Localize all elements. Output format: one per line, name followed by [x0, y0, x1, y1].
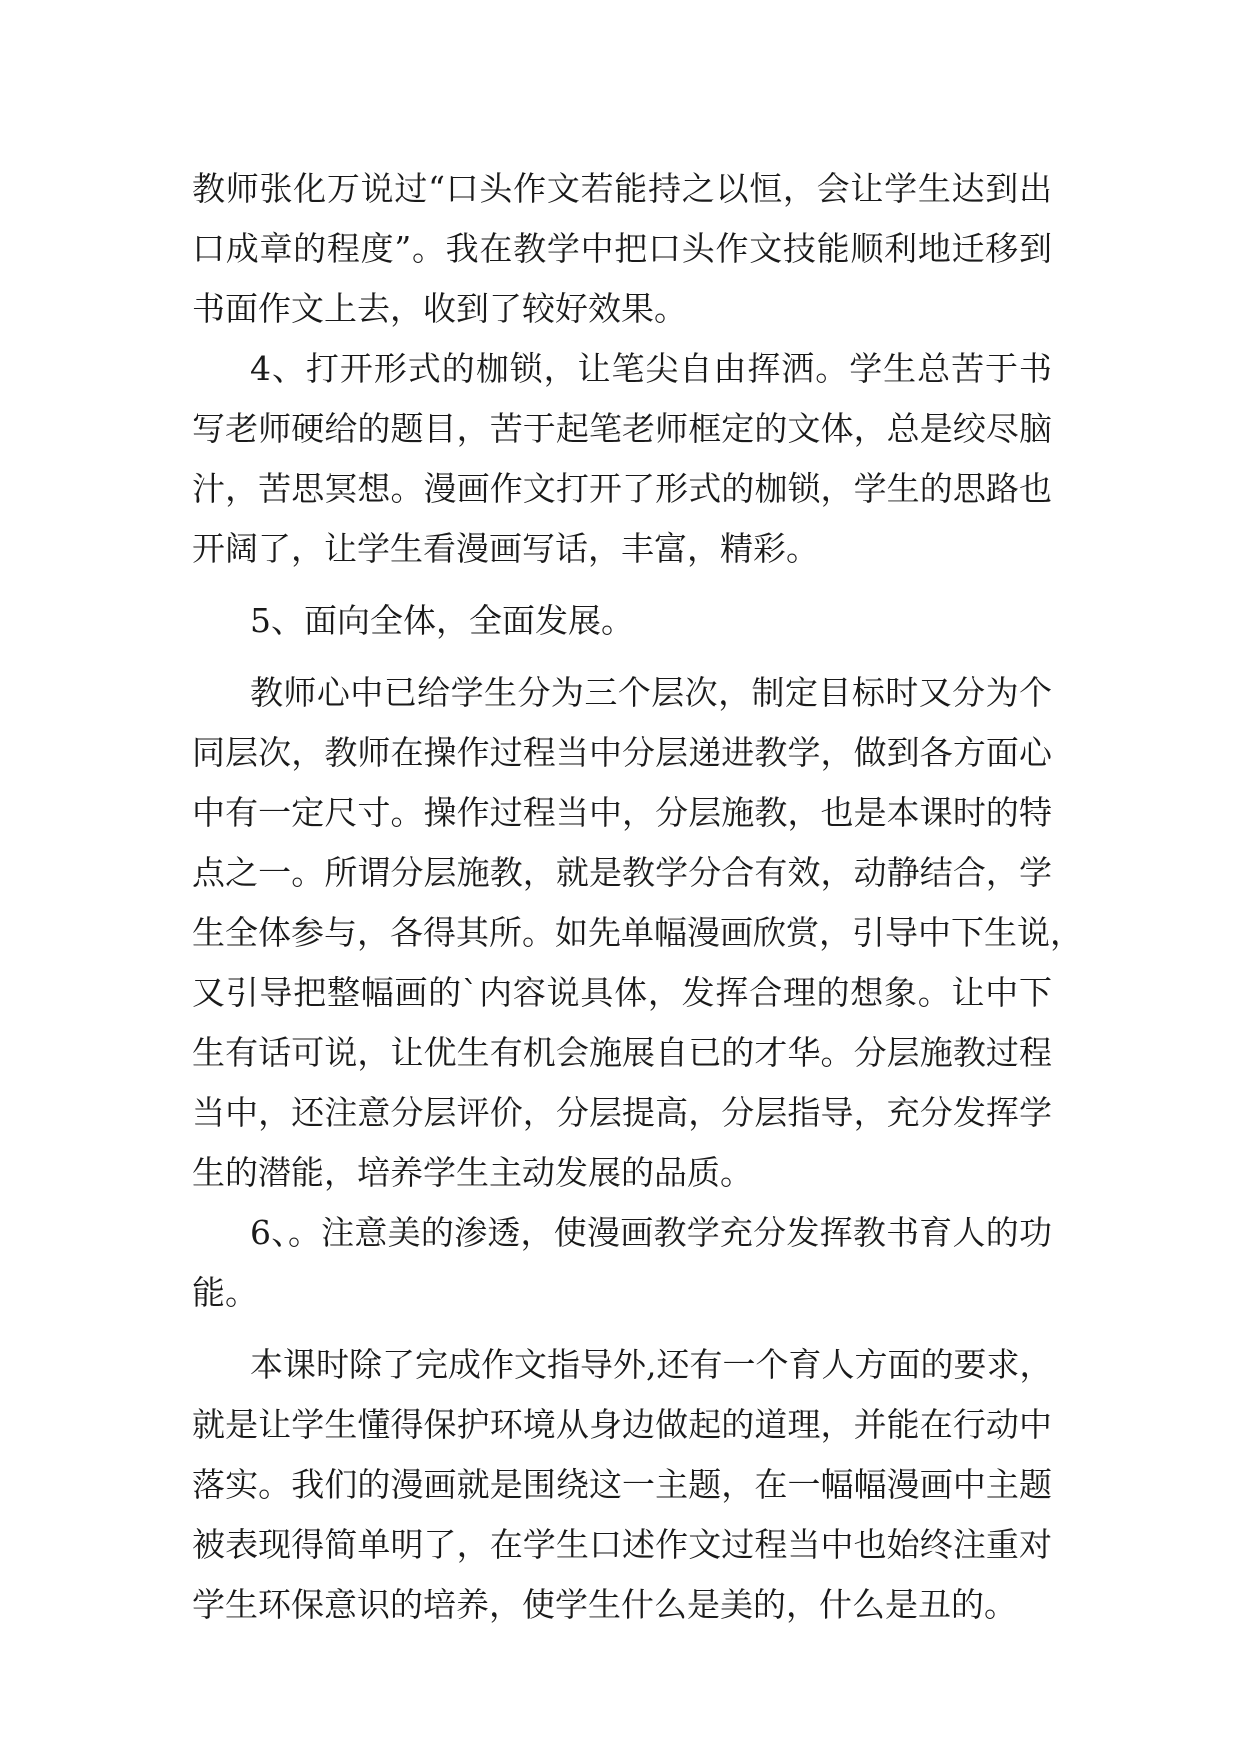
- document-body: [192, 159, 1083, 1635]
- text-line: 中有一定尺寸。操作过程当中，分层施教，也是本课时的特: [192, 793, 1052, 832]
- text-line: 落实。我们的漫画就是围绕这一主题，在一幅幅漫画中主题: [192, 1465, 1052, 1504]
- paragraph-gap: [192, 579, 1052, 591]
- text-line: 同层次，教师在操作过程当中分层递进教学，做到各方面心: [192, 733, 1052, 772]
- text-line: 能。: [192, 1273, 258, 1312]
- text-line: 4、打开形式的枷锁，让笔尖自由挥洒。学生总苦于书: [250, 349, 1052, 388]
- paragraph-gap: [192, 1323, 1052, 1335]
- text-line: 又引导把整幅画的`内容说具体，发挥合理的想象。让中下: [192, 973, 1052, 1012]
- paragraph-gap: [192, 651, 1052, 663]
- text-line: 生的潜能，培养学生主动发展的品质。: [192, 1153, 753, 1192]
- text-line: 汁，苦思冥想。漫画作文打开了形式的枷锁，学生的思路也: [192, 469, 1052, 508]
- text-line: 被表现得简单明了，在学生口述作文过程当中也始终注重对: [192, 1525, 1052, 1564]
- text-line: 开阔了，让学生看漫画写话，丰富，精彩。: [192, 529, 819, 568]
- text-line: 书面作文上去，收到了较好效果。: [192, 289, 687, 328]
- text-line: 当中，还注意分层评价，分层提高，分层指导，充分发挥学: [192, 1093, 1052, 1132]
- text-line: 就是让学生懂得保护环境从身边做起的道理，并能在行动中: [192, 1405, 1052, 1444]
- text-line: 口成章的程度”。我在教学中把口头作文技能顺利地迁移到: [192, 229, 1052, 268]
- text-line: 点之一。所谓分层施教，就是教学分合有效，动静结合，学: [192, 853, 1052, 892]
- text-line: 生全体参与，各得其所。如先单幅漫画欣赏，引导中下生说，: [192, 913, 1083, 952]
- text-line: 6、。注意美的渗透，使漫画教学充分发挥教书育人的功: [250, 1213, 1052, 1252]
- text-line: 生有话可说，让优生有机会施展自已的才华。分层施教过程: [192, 1033, 1052, 1072]
- text-line: 教师心中已给学生分为三个层次，制定目标时又分为个: [250, 673, 1052, 712]
- text-line: 教师张化万说过“口头作文若能持之以恒，会让学生达到出: [192, 169, 1052, 208]
- text-line: 5、面向全体，全面发展。: [250, 601, 634, 640]
- text-line: 写老师硬给的题目，苦于起笔老师框定的文体，总是绞尽脑: [192, 409, 1052, 448]
- text-line: 本课时除了完成作文指导外,还有一个育人方面的要求，: [250, 1345, 1053, 1384]
- text-line: 学生环保意识的培养，使学生什么是美的，什么是丑的。: [192, 1585, 1017, 1624]
